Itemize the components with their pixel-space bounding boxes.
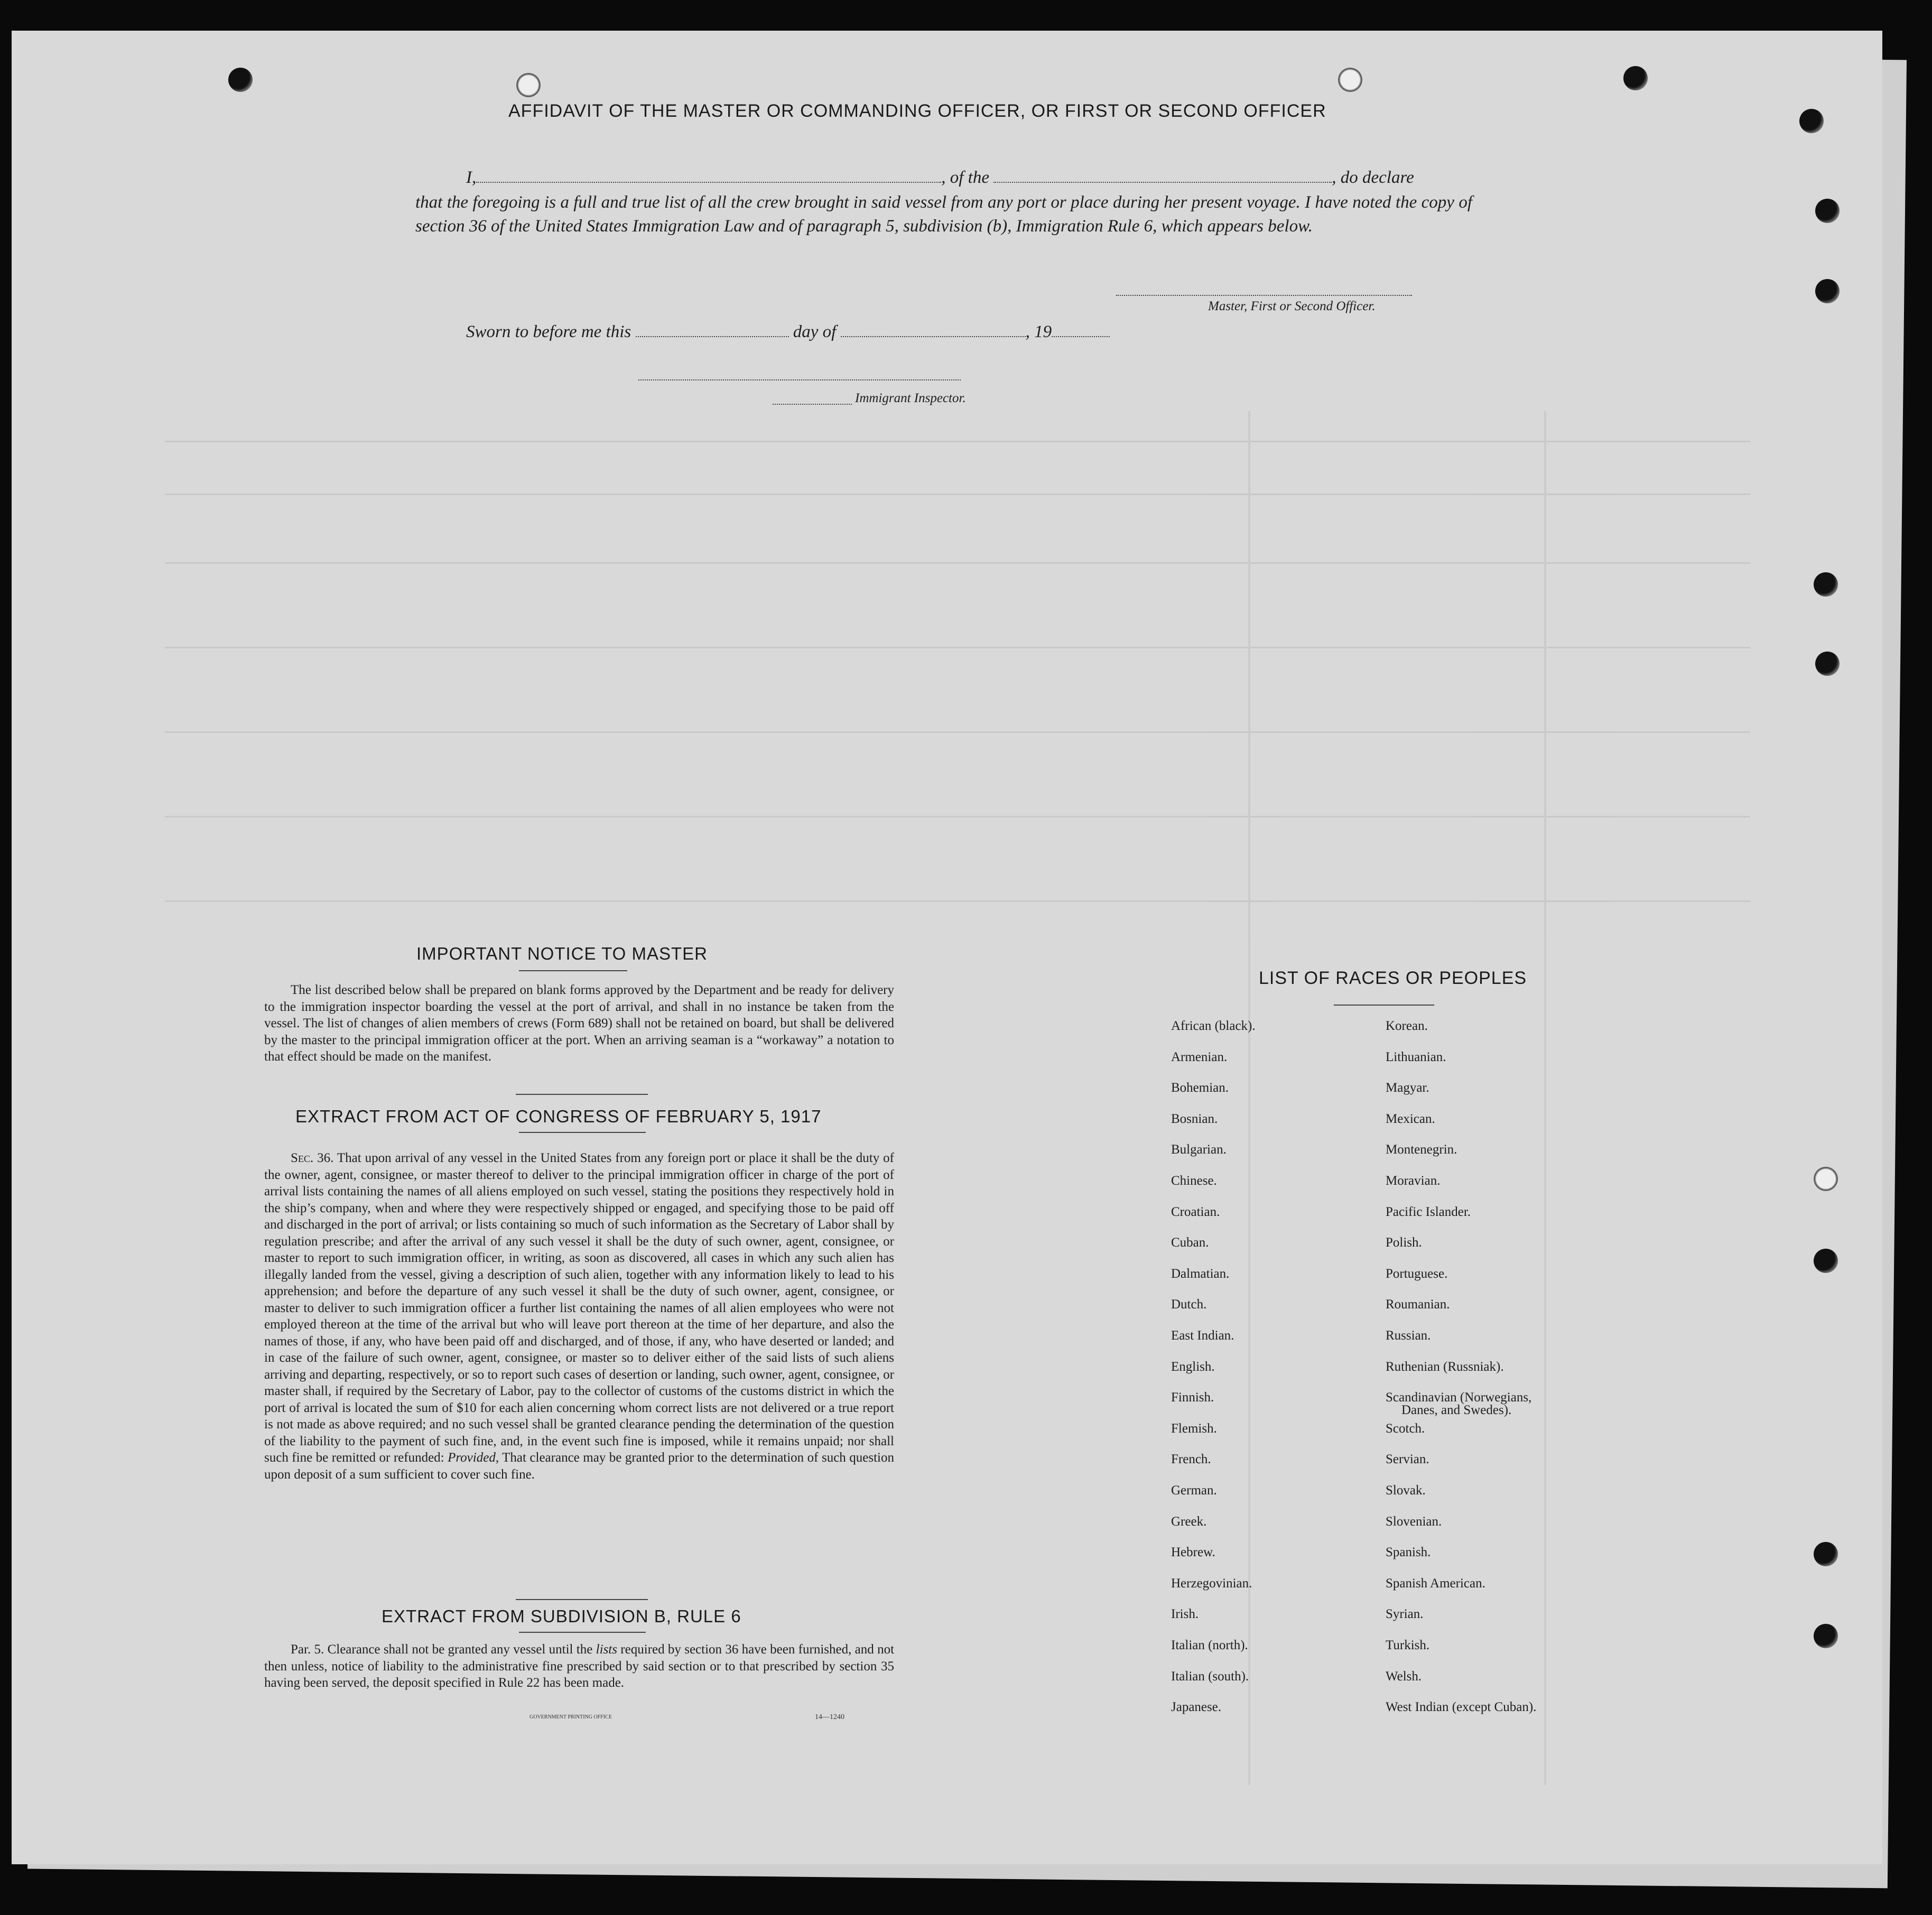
race-item: Ruthenian (Russniak). <box>1386 1360 1504 1374</box>
affidavit-i-label: I, <box>466 168 477 187</box>
act-extract-title-rule <box>519 1132 646 1133</box>
race-item: Cuban. <box>1171 1235 1209 1250</box>
race-item: Chinese. <box>1171 1174 1217 1188</box>
vessel-name-blank <box>993 182 1332 183</box>
races-title: LIST OF RACES OR PEOPLES <box>1259 968 1527 988</box>
rule-extract-title: EXTRACT FROM SUBDIVISION B, RULE 6 <box>382 1606 741 1626</box>
race-item: Spanish. <box>1386 1545 1431 1559</box>
act-extract-text: That upon arrival of any vessel in the United States from any foreign port or place it shall be the duty of the owner, agent, consignee, or master thereof to deliver to the principal immigration officer in charge of the port of arrival lists containing the names of all aliens employed on such vessel, stating the positions they respectively hold in the ship’s company, when and where they were respectively shipped or engaged, and specifying those to be paid off and discharged in the port of arrival; or lists containing so much of such information as the Secretary of Labor shall by regulation prescribe; and after the arrival of any such vessel it shall be the duty of such owner, agent, consignee, or master to report to such immigration officer, in writing, as soon as discovered, all cases in which any such alien has illegally landed from the vessel, giving a description of such alien, together with any information likely to lead to his apprehension; and before the departure of any such vessel it shall be the duty of such owner, agent, consignee, or master to deliver to such immigration officer a further list containing the names of all alien employees who were not employed thereon at the time of the arrival but who will leave port thereon at the time of her departure, and also the names of those, if any, who have been paid off and discharged, and of those, if any, who have deserted or landed; and in case of the failure of such owner, agent, consignee, or master so to deliver either of the said lists of such aliens arriving and departing, respectively, or so to report such cases of desertion or landing, such owner, agent, consignee, or master shall, if required by the Secretary of Labor, pay to the collector of customs of the customs district in which the port of arrival is located the sum of $10 for each alien concerning whom correct lists are not delivered or a true report is not made as above required; and no such vessel shall be granted clearance pending the determination of the question of the liability to the payment of such fine, and, in the event such fine is imposed, while it remains unpaid; nor shall such fine be remitted or refunded: <box>264 1151 895 1465</box>
affidavit-declaration-line <box>466 168 1414 188</box>
punch-hole <box>1814 1542 1838 1566</box>
inspector-signature-label: Immigrant Inspector. <box>855 391 966 405</box>
section-divider <box>516 1094 648 1095</box>
act-extract-text-end: That clearance may be granted prior to the determination of such question upon deposit of a sum sufficient to cover such fine. <box>264 1451 895 1482</box>
master-name-blank <box>476 182 941 183</box>
punch-hole <box>1814 572 1838 597</box>
bleed-through-rule <box>165 559 1750 564</box>
bleed-through-rule <box>165 490 1750 495</box>
race-item: Polish. <box>1386 1235 1422 1250</box>
race-item: Herzegovinian. <box>1171 1576 1252 1591</box>
punch-hole <box>1815 199 1840 223</box>
notice-title-rule <box>519 970 627 971</box>
race-item: Bohemian. <box>1171 1081 1229 1095</box>
bleed-through-rule <box>165 728 1750 733</box>
sworn-year-blank <box>1052 336 1110 337</box>
printer-imprint: GOVERNMENT PRINTING OFFICE <box>530 1714 612 1720</box>
bleed-through-rule <box>165 644 1750 648</box>
race-item: East Indian. <box>1171 1328 1234 1343</box>
race-item: Slovenian. <box>1386 1514 1442 1529</box>
race-item: Finnish. <box>1171 1390 1214 1405</box>
form-number: 14—1240 <box>815 1713 844 1721</box>
punch-hole <box>1623 66 1648 90</box>
provided-word: Provided, <box>448 1451 499 1465</box>
year-prefix-label: , 19 <box>1025 322 1052 341</box>
punch-hole <box>1815 652 1840 676</box>
race-item: Hebrew. <box>1171 1545 1215 1559</box>
bleed-through-rule <box>165 438 1750 442</box>
act-extract-body <box>264 1150 894 1483</box>
race-item: African (black). <box>1171 1019 1256 1033</box>
race-item: Welsh. <box>1386 1669 1422 1684</box>
race-item: Armenian. <box>1171 1050 1228 1064</box>
race-item: Servian. <box>1386 1452 1429 1466</box>
race-item: Greek. <box>1171 1514 1207 1529</box>
race-item: English. <box>1171 1360 1215 1374</box>
sworn-label: Sworn to before me this <box>466 322 631 341</box>
race-item: Syrian. <box>1386 1607 1424 1621</box>
race-item: Pacific Islander. <box>1386 1205 1471 1219</box>
race-item: Magyar. <box>1386 1081 1429 1095</box>
master-signature-line <box>1116 295 1412 296</box>
race-item: Spanish American. <box>1386 1576 1485 1591</box>
race-item: Montenegrin. <box>1386 1142 1457 1157</box>
bleed-through-background <box>12 31 1882 1864</box>
section-36-label: Sec. 36. <box>291 1151 334 1165</box>
rule-extract-text-end: required by section 36 have been furnished, and not then unless, notice of liability to the administrative fine prescribed by said section or to that prescribed by section 35 having been served, the deposit specified in Rule 22 has been made. <box>264 1642 895 1690</box>
rule-extract-text: Par. 5. Clearance shall not be granted any vessel until the <box>291 1642 593 1657</box>
sworn-day-blank <box>636 336 789 337</box>
inspector-signature-line <box>638 379 961 380</box>
punch-hole <box>1799 109 1824 133</box>
race-item: Bulgarian. <box>1171 1142 1227 1157</box>
race-item: Lithuanian. <box>1386 1050 1446 1064</box>
race-item: Irish. <box>1171 1607 1199 1621</box>
punch-hole <box>1814 1249 1838 1273</box>
race-item-continuation: Danes, and Swedes). <box>1401 1403 1512 1417</box>
sworn-line <box>466 322 1110 342</box>
race-item: Slovak. <box>1386 1483 1426 1498</box>
race-item: Italian (south). <box>1171 1669 1249 1684</box>
act-extract-title: EXTRACT FROM ACT OF CONGRESS OF FEBRUARY 5, 1917 <box>295 1107 822 1126</box>
race-item: Croatian. <box>1171 1205 1220 1219</box>
rule-extract-title-rule <box>519 1632 646 1633</box>
punch-hole <box>1814 1167 1838 1191</box>
document-page <box>12 31 1882 1864</box>
affidavit-declare-label: , do declare <box>1332 168 1414 187</box>
bleed-through-rule <box>165 897 1750 902</box>
rule-extract-body <box>264 1641 894 1691</box>
race-item: French. <box>1171 1452 1211 1466</box>
race-item: Korean. <box>1386 1019 1428 1033</box>
race-item: Flemish. <box>1171 1421 1217 1436</box>
race-item: Turkish. <box>1386 1638 1430 1652</box>
section-divider <box>516 1599 648 1600</box>
punch-hole <box>516 73 541 97</box>
day-of-label: day of <box>793 322 837 341</box>
punch-hole <box>1814 1624 1838 1648</box>
race-item: West Indian (except Cuban). <box>1386 1700 1537 1714</box>
race-item: German. <box>1171 1483 1217 1498</box>
race-item: Scandinavian (Norwegians, <box>1386 1390 1532 1405</box>
sworn-month-blank <box>841 336 1026 337</box>
punch-hole <box>1338 68 1362 92</box>
notice-body: The list described below shall be prepared on blank forms approved by the Department and be ready for delivery to the immigration inspector boarding the vessel at the port of arrival, and shall in no instance be taken from the vessel. The list of changes of alien members of crews (Form 689) shall not be retained on board, but shall be delivered by the master to the principal immigration officer at the port. When an arriving seaman is a “workaway” a notation to that effect should be made on the manifest. <box>264 983 894 1064</box>
inspector-label-lead <box>773 404 852 405</box>
race-item: Russian. <box>1386 1328 1431 1343</box>
race-item: Moravian. <box>1386 1174 1441 1188</box>
notice-title: IMPORTANT NOTICE TO MASTER <box>416 944 708 963</box>
race-item: Roumanian. <box>1386 1297 1450 1312</box>
affidavit-body: that the foregoing is a full and true list of all the crew brought in said vessel from any port or place during her present voyage. I have noted the copy of section 36 of the United States Immigration Law and of paragraph 5, subdivision (b), Immigration Rule 6, which appears below. <box>415 193 1472 236</box>
race-item: Japanese. <box>1171 1700 1222 1714</box>
race-item: Dutch. <box>1171 1297 1207 1312</box>
master-signature-label: Master, First or Second Officer. <box>1208 299 1376 313</box>
race-item: Italian (north). <box>1171 1638 1248 1652</box>
race-item: Bosnian. <box>1171 1112 1218 1126</box>
races-title-rule <box>1334 1005 1434 1006</box>
race-item: Mexican. <box>1386 1112 1435 1126</box>
race-item: Dalmatian. <box>1171 1267 1230 1281</box>
punch-hole <box>228 68 253 92</box>
affidavit-of-the-label: , of the <box>941 168 989 187</box>
race-item: Scotch. <box>1386 1421 1425 1436</box>
bleed-through-column <box>1544 411 1546 1785</box>
affidavit-title: AFFIDAVIT OF THE MASTER OR COMMANDING OFFICER, OR FIRST OR SECOND OFFICER <box>508 101 1326 121</box>
punch-hole <box>1815 279 1840 303</box>
race-item: Portuguese. <box>1386 1267 1448 1281</box>
bleed-through-rule <box>165 813 1750 817</box>
lists-word: lists <box>596 1642 617 1657</box>
